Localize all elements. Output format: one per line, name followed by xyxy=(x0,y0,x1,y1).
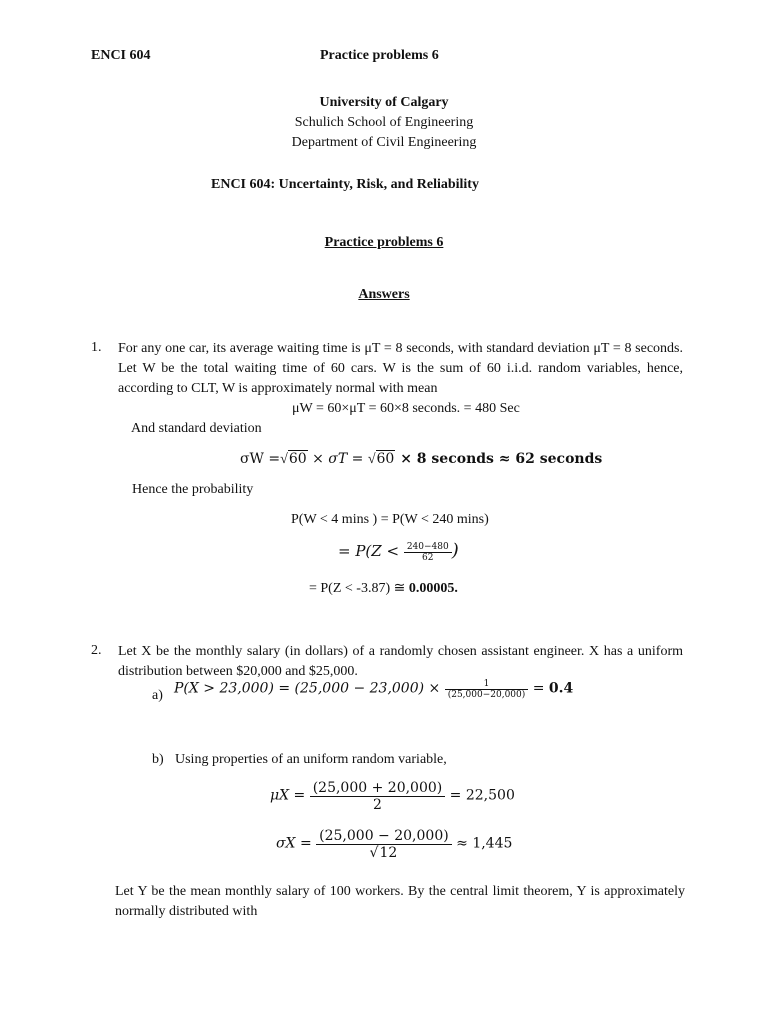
document-title: Practice problems 6 xyxy=(324,235,444,250)
problem-1-sd-equation: σW =√60 × σT = √60 × 8 seconds ≈ 62 seconds xyxy=(240,451,603,467)
problem-1-sd-intro: And standard deviation xyxy=(131,421,262,436)
problem-1-probability-intro: Hence the probability xyxy=(132,482,254,497)
problem-1-number: 1. xyxy=(91,340,102,355)
problem-1-probability-eq1: P(W < 4 mins ) = P(W < 240 mins) xyxy=(291,512,489,527)
problem-1-probability-eq3: = P(Z < -3.87) ≅ 0.00005. xyxy=(309,581,458,596)
problem-2-text: Let X be the monthly salary (in dollars) of a randomly chosen assistant engineer. X has a uniform distribution between $20,000 and $25,000. xyxy=(118,644,683,679)
problem-1-text: For any one car, its average waiting time is μT = 8 seconds, with standard deviation μT = 8 seconds. Let W be the total waiting time of 60 cars. W is the sum of 60 i.i.d. random variables, hence, according to CLT, W is approximately normal with mean xyxy=(118,341,683,396)
part-a-label: a) xyxy=(152,688,163,703)
closing-paragraph: Let Y be the mean monthly salary of 100 workers. By the central limit theorem, Y is approximately normally distributed with xyxy=(115,884,685,919)
course-title: ENCI 604: Uncertainty, Risk, and Reliability xyxy=(211,177,479,192)
answers-heading: Answers xyxy=(358,287,410,302)
mean-x-equation: μX = $\frac{(25,000 + 20,000)}{2}$ = 22,500 xyxy=(270,780,515,813)
course-code: ENCI 604 xyxy=(91,48,151,63)
part-a-equation: P(X > 23,000) = (25,000 − 23,000) × $\frac{1}{(25,000-20,000)}$ = 0.4 xyxy=(174,679,574,700)
problem-1-probability-eq2: = P(Z < $\frac{240-480}{62}$ ) xyxy=(338,540,459,564)
header-title: Practice problems 6 xyxy=(320,48,439,63)
sigma-x-equation: σX = $\frac{(25,000 - 20,000)}{√12}$ ≈ 1,445 xyxy=(276,828,513,861)
problem-2-number: 2. xyxy=(91,643,102,658)
department-name: Department of Civil Engineering xyxy=(291,135,477,150)
part-b-label: b) xyxy=(152,752,164,767)
school-name: Schulich School of Engineering xyxy=(294,115,474,130)
problem-1-mean-equation: μW = 60×μT = 60×8 seconds. = 480 Sec xyxy=(292,401,520,416)
university-name: University of Calgary xyxy=(319,95,449,110)
part-b-text: Using properties of an uniform random variable, xyxy=(175,752,447,767)
